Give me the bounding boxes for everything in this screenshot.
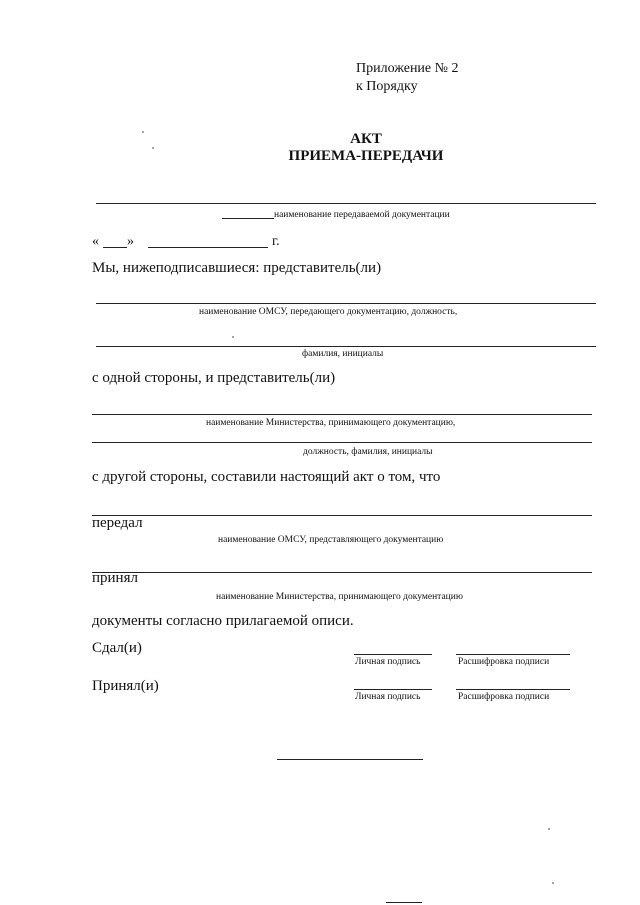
doc-name-short-line xyxy=(222,218,274,219)
date-year-suffix: г. xyxy=(272,234,280,249)
received-line xyxy=(92,572,592,573)
date-month-line xyxy=(148,247,268,248)
date-open-quote: « xyxy=(92,234,99,249)
fio-line xyxy=(96,346,596,347)
accepted-decoding-line xyxy=(456,689,570,690)
date-close-quote: » xyxy=(127,234,134,249)
appendix-reference: к Порядку xyxy=(356,79,418,94)
scan-speck xyxy=(142,131,144,133)
transferred-label: передал xyxy=(92,515,143,531)
ministry-line xyxy=(92,414,592,415)
date-day-line xyxy=(103,247,127,248)
accepted-decoding-caption: Расшифровка подписи xyxy=(458,692,550,702)
paragraph-signatories: Мы, нижеподписавшиеся: представитель(ли) xyxy=(92,260,382,276)
received-label: принял xyxy=(92,570,138,586)
omsu-provider-caption: наименование ОМСУ, представляющего документацию xyxy=(218,535,444,545)
accepted-label: Принял(и) xyxy=(92,678,159,694)
bottom-separator xyxy=(277,759,423,760)
handed-decoding-line xyxy=(456,654,570,655)
omsu-line xyxy=(96,303,596,304)
scan-speck xyxy=(552,882,554,884)
position-caption: должность, фамилия, инициалы xyxy=(303,447,433,457)
document-subtitle: ПРИЕМА-ПЕРЕДАЧИ xyxy=(288,148,444,164)
omsu-caption: наименование ОМСУ, передающего документацию, должность, xyxy=(199,307,458,317)
doc-name-caption: наименование передаваемой документации xyxy=(274,210,450,220)
doc-name-line xyxy=(96,203,596,204)
paragraph-other-side: с другой стороны, составили настоящий акт о том, что xyxy=(92,469,441,485)
handed-label: Сдал(и) xyxy=(92,640,142,656)
scan-speck xyxy=(232,336,234,338)
paragraph-one-side: с одной стороны, и представитель(ли) xyxy=(92,370,336,386)
page-bottom-mark xyxy=(386,902,422,903)
handed-decoding-caption: Расшифровка подписи xyxy=(458,657,550,667)
transferred-line xyxy=(92,515,592,516)
accepted-signature-line xyxy=(354,689,432,690)
paragraph-inventory: документы согласно прилагаемой описи. xyxy=(92,613,354,629)
ministry-receiver-caption: наименование Министерства, принимающего документацию xyxy=(216,592,463,602)
appendix-number: Приложение № 2 xyxy=(356,61,459,76)
handed-signature-line xyxy=(354,654,432,655)
accepted-signature-caption: Личная подпись xyxy=(355,692,421,702)
scan-speck xyxy=(548,828,550,830)
document-title: АКТ xyxy=(350,131,382,147)
position-line xyxy=(92,442,592,443)
ministry-caption: наименование Министерства, принимающего документацию, xyxy=(206,418,456,428)
scan-speck xyxy=(152,147,154,149)
handed-signature-caption: Личная подпись xyxy=(355,657,421,667)
fio-caption: фамилия, инициалы xyxy=(302,349,384,359)
